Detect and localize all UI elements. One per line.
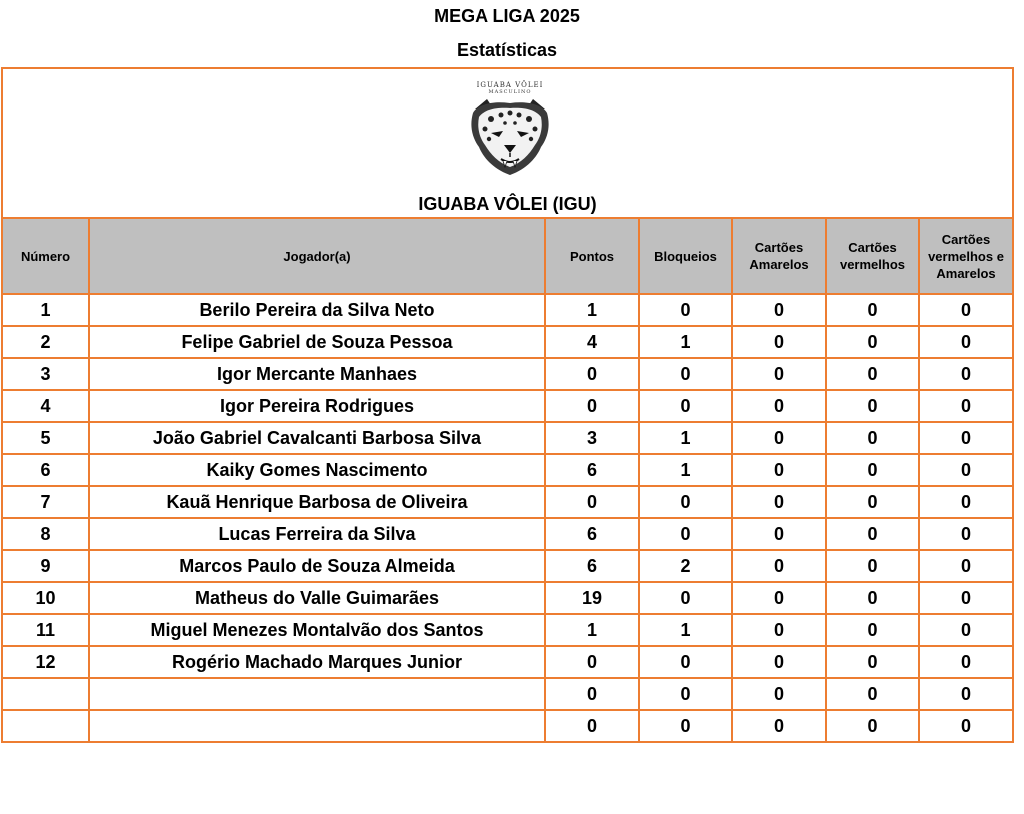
cell-pontos: 0: [545, 678, 639, 710]
cell-cartoes-amarelos: 0: [732, 486, 826, 518]
cell-pontos: 6: [545, 454, 639, 486]
cell-bloqueios: 2: [639, 550, 732, 582]
logo-text-line2: MASCULINO: [488, 89, 532, 95]
cell-pontos: 6: [545, 550, 639, 582]
cell-pontos: 0: [545, 358, 639, 390]
cell-numero: 7: [3, 486, 89, 518]
cell-pontos: 1: [545, 614, 639, 646]
cell-numero: [3, 678, 89, 710]
table-row: [3, 358, 1012, 390]
cell-cartoes-vermelhos-amarelos: 0: [919, 710, 1012, 741]
cell-cartoes-vermelhos: 0: [826, 678, 919, 710]
cell-jogador: Rogério Machado Marques Junior: [89, 646, 545, 678]
cell-cartoes-vermelhos-amarelos: 0: [919, 614, 1012, 646]
table-row: [3, 614, 1012, 646]
cell-pontos: 0: [545, 390, 639, 422]
cell-jogador: Matheus do Valle Guimarães: [89, 582, 545, 614]
cell-pontos: 6: [545, 518, 639, 550]
cell-cartoes-vermelhos: 0: [826, 326, 919, 358]
cell-jogador: Berilo Pereira da Silva Neto: [89, 294, 545, 326]
col-header-pontos: Pontos: [545, 219, 639, 294]
table-row: [3, 422, 1012, 454]
stats-sheet: [1, 67, 1014, 743]
cell-pontos: 19: [545, 582, 639, 614]
col-header-cartoes-amarelos: Cartões Amarelos: [732, 219, 826, 294]
cell-cartoes-vermelhos: 0: [826, 550, 919, 582]
table-row: [3, 646, 1012, 678]
cell-cartoes-amarelos: 0: [732, 678, 826, 710]
table-row: [3, 390, 1012, 422]
cell-cartoes-amarelos: 0: [732, 358, 826, 390]
cell-bloqueios: 0: [639, 518, 732, 550]
col-header-bloqueios: Bloqueios: [639, 219, 732, 294]
cell-cartoes-amarelos: 0: [732, 646, 826, 678]
cell-jogador: Kaiky Gomes Nascimento: [89, 454, 545, 486]
cell-pontos: 3: [545, 422, 639, 454]
cell-cartoes-amarelos: 0: [732, 454, 826, 486]
cell-bloqueios: 1: [639, 454, 732, 486]
cell-cartoes-vermelhos: 0: [826, 358, 919, 390]
cell-cartoes-vermelhos: 0: [826, 390, 919, 422]
table-header-row: [3, 219, 1012, 294]
cell-bloqueios: 0: [639, 358, 732, 390]
cell-numero: 8: [3, 518, 89, 550]
stats-table: [3, 219, 1012, 741]
team-name: IGUABA VÔLEI (IGU): [418, 194, 597, 214]
cell-cartoes-amarelos: 0: [732, 326, 826, 358]
cell-cartoes-vermelhos-amarelos: 0: [919, 550, 1012, 582]
cell-cartoes-vermelhos: 0: [826, 614, 919, 646]
cell-cartoes-vermelhos-amarelos: 0: [919, 294, 1012, 326]
cell-numero: 11: [3, 614, 89, 646]
cell-cartoes-vermelhos: 0: [826, 454, 919, 486]
team-banner: [3, 69, 1012, 219]
cell-numero: 4: [3, 390, 89, 422]
table-row: [3, 326, 1012, 358]
cell-jogador: Igor Mercante Manhaes: [89, 358, 545, 390]
cell-bloqueios: 0: [639, 582, 732, 614]
cell-pontos: 0: [545, 710, 639, 741]
table-row: [3, 550, 1012, 582]
team-logo: [465, 81, 555, 186]
cell-cartoes-vermelhos-amarelos: 0: [919, 390, 1012, 422]
table-row: [3, 486, 1012, 518]
table-row: [3, 454, 1012, 486]
cell-numero: 5: [3, 422, 89, 454]
cell-cartoes-amarelos: 0: [732, 710, 826, 741]
cell-cartoes-vermelhos-amarelos: 0: [919, 358, 1012, 390]
cell-cartoes-vermelhos-amarelos: 0: [919, 326, 1012, 358]
cell-jogador: [89, 678, 545, 710]
cell-cartoes-vermelhos: 0: [826, 294, 919, 326]
cell-pontos: 1: [545, 294, 639, 326]
cell-numero: 2: [3, 326, 89, 358]
cell-cartoes-vermelhos-amarelos: 0: [919, 678, 1012, 710]
cell-jogador: Miguel Menezes Montalvão dos Santos: [89, 614, 545, 646]
cell-cartoes-vermelhos: 0: [826, 646, 919, 678]
cell-bloqueios: 0: [639, 294, 732, 326]
table-row: [3, 582, 1012, 614]
table-row: [3, 294, 1012, 326]
cell-cartoes-vermelhos-amarelos: 0: [919, 454, 1012, 486]
table-row: [3, 518, 1012, 550]
cell-cartoes-amarelos: 0: [732, 582, 826, 614]
cell-pontos: 0: [545, 486, 639, 518]
cell-cartoes-vermelhos: 0: [826, 710, 919, 741]
cell-jogador: Kauã Henrique Barbosa de Oliveira: [89, 486, 545, 518]
cell-cartoes-vermelhos: 0: [826, 582, 919, 614]
cell-numero: 10: [3, 582, 89, 614]
cell-cartoes-vermelhos: 0: [826, 486, 919, 518]
cell-numero: 3: [3, 358, 89, 390]
cell-cartoes-vermelhos-amarelos: 0: [919, 646, 1012, 678]
cell-cartoes-vermelhos-amarelos: 0: [919, 582, 1012, 614]
cell-bloqueios: 0: [639, 390, 732, 422]
cell-bloqueios: 1: [639, 422, 732, 454]
cell-bloqueios: 0: [639, 710, 732, 741]
cell-numero: 9: [3, 550, 89, 582]
cell-cartoes-amarelos: 0: [732, 294, 826, 326]
cell-cartoes-amarelos: 0: [732, 550, 826, 582]
col-header-cartoes-vermelhos-amarelos: Cartões vermelhos e Amarelos: [919, 219, 1012, 294]
cell-jogador: Felipe Gabriel de Souza Pessoa: [89, 326, 545, 358]
cell-bloqueios: 0: [639, 646, 732, 678]
cell-numero: 12: [3, 646, 89, 678]
cell-cartoes-amarelos: 0: [732, 390, 826, 422]
table-row: [3, 710, 1012, 741]
cell-jogador: Marcos Paulo de Souza Almeida: [89, 550, 545, 582]
cell-bloqueios: 1: [639, 326, 732, 358]
cell-bloqueios: 0: [639, 678, 732, 710]
cell-jogador: Igor Pereira Rodrigues: [89, 390, 545, 422]
cell-jogador: João Gabriel Cavalcanti Barbosa Silva: [89, 422, 545, 454]
cell-cartoes-amarelos: 0: [732, 422, 826, 454]
cell-bloqueios: 0: [639, 486, 732, 518]
col-header-jogador: Jogador(a): [89, 219, 545, 294]
page-title: MEGA LIGA 2025: [434, 6, 580, 26]
page-subtitle: Estatísticas: [456, 40, 558, 60]
col-header-cartoes-vermelhos: Cartões vermelhos: [826, 219, 919, 294]
cell-numero: 6: [3, 454, 89, 486]
cell-cartoes-amarelos: 0: [732, 518, 826, 550]
logo-text-line1: IGUABA VÔLEI: [476, 81, 544, 89]
cell-bloqueios: 1: [639, 614, 732, 646]
cell-jogador: [89, 710, 545, 741]
col-header-numero: Número: [3, 219, 89, 294]
table-row: [3, 678, 1012, 710]
cell-pontos: 4: [545, 326, 639, 358]
cell-jogador: Lucas Ferreira da Silva: [89, 518, 545, 550]
cell-cartoes-vermelhos-amarelos: 0: [919, 486, 1012, 518]
cell-cartoes-amarelos: 0: [732, 614, 826, 646]
cell-cartoes-vermelhos: 0: [826, 518, 919, 550]
cell-numero: [3, 710, 89, 741]
jaguar-head-icon: [465, 95, 555, 181]
cell-cartoes-vermelhos: 0: [826, 422, 919, 454]
cell-cartoes-vermelhos-amarelos: 0: [919, 422, 1012, 454]
cell-cartoes-vermelhos-amarelos: 0: [919, 518, 1012, 550]
cell-pontos: 0: [545, 646, 639, 678]
cell-numero: 1: [3, 294, 89, 326]
